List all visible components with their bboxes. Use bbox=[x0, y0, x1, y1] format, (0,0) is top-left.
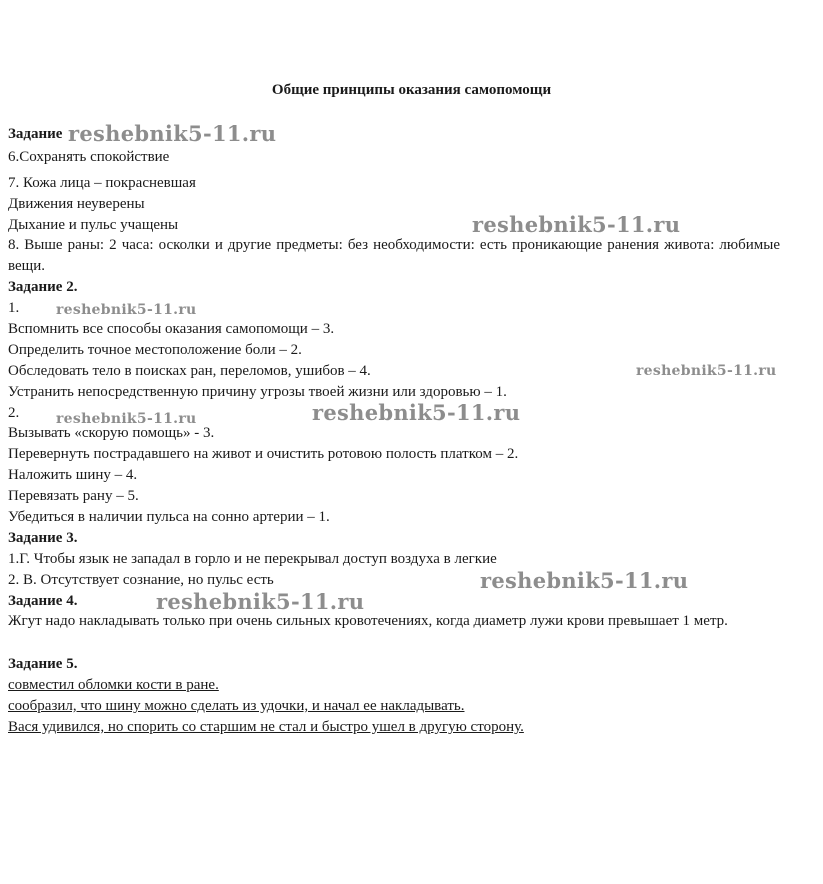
text-line: совместил обломки кости в ране. bbox=[8, 677, 219, 693]
text-line: сообразил, что шину можно сделать из удочки, и начал ее накладывать. bbox=[8, 698, 465, 714]
text-line: Убедиться в наличии пульса на сонно артерии – 1. bbox=[8, 509, 330, 525]
watermark: reshebnik5-11.ru bbox=[56, 411, 197, 427]
task-heading: Задание 4. bbox=[8, 593, 78, 609]
task-heading: Задание 2. bbox=[8, 279, 78, 295]
text-line: Перевернуть пострадавшего на живот и очистить ротовою полость платком – 2. bbox=[8, 446, 519, 462]
text-line: Движения неуверены bbox=[8, 196, 145, 212]
watermark: reshebnik5-11.ru bbox=[480, 568, 689, 593]
text-line: Вызывать «скорую помощь» - 3. bbox=[8, 425, 215, 441]
text-line: Дыхание и пульс учащены bbox=[8, 217, 179, 233]
watermark: reshebnik5-11.ru bbox=[312, 400, 521, 425]
watermark: reshebnik5-11.ru bbox=[636, 363, 777, 379]
text-line: 1. bbox=[8, 300, 20, 316]
text-paragraph: Жгут надо накладывать только при очень сильных кровотечениях, когда диаметр лужи крови превышает 1 метр. bbox=[8, 613, 728, 629]
watermark: reshebnik5-11.ru bbox=[68, 121, 277, 146]
text-line: Перевязать рану – 5. bbox=[8, 488, 139, 504]
text-paragraph: 8. Выше раны: 2 часа: осколки и другие предметы: без необходимости: есть проникающие ранения живота: любимые вещи. bbox=[8, 237, 780, 274]
watermark: reshebnik5-11.ru bbox=[56, 302, 197, 318]
task-heading: Задание bbox=[8, 126, 63, 142]
text-line: 1.Г. Чтобы язык не западал в горло и не перекрывал доступ воздуха в легкие bbox=[8, 551, 497, 567]
text-line: Устранить непосредственную причину угрозы твоей жизни или здоровью – 1. bbox=[8, 384, 507, 400]
task-heading: Задание 5. bbox=[8, 656, 78, 672]
text-line: 7. Кожа лица – покрасневшая bbox=[8, 175, 196, 191]
text-line: Определить точное местоположение боли – 2. bbox=[8, 342, 302, 358]
text-line: Вася удивился, но спорить со старшим не стал и быстро ушел в другую сторону. bbox=[8, 719, 524, 735]
text-line: Вспомнить все способы оказания самопомощи – 3. bbox=[8, 321, 335, 337]
watermark: reshebnik5-11.ru bbox=[156, 589, 365, 614]
text-line: 2. bbox=[8, 405, 20, 421]
watermark: reshebnik5-11.ru bbox=[472, 212, 681, 237]
text-line: Наложить шину – 4. bbox=[8, 467, 138, 483]
text-line: Обследовать тело в поисках ран, переломов, ушибов – 4. bbox=[8, 363, 371, 379]
document-title: Общие принципы оказания самопомощи bbox=[271, 82, 552, 98]
task-heading: Задание 3. bbox=[8, 530, 78, 546]
text-line: 2. В. Отсутствует сознание, но пульс есть bbox=[8, 572, 274, 588]
text-line: 6.Сохранять спокойствие bbox=[8, 149, 170, 165]
